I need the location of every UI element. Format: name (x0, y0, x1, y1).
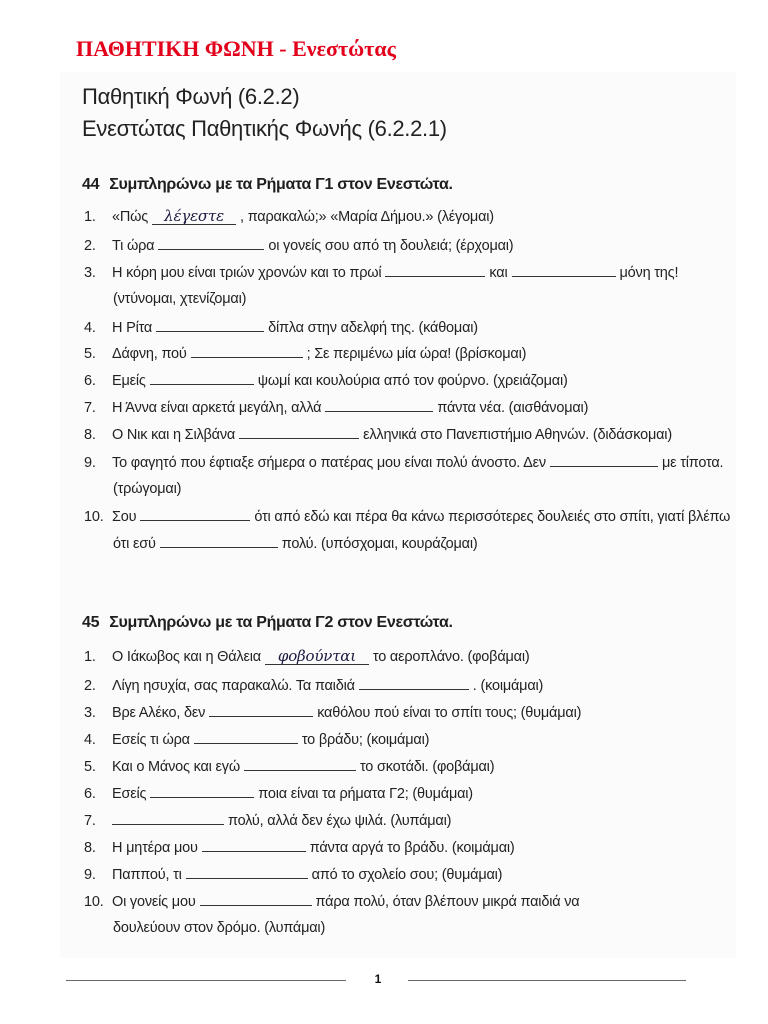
item-number: 6. (84, 786, 96, 802)
answer-blank[interactable] (186, 865, 308, 879)
exercise-44-item-10 (84, 507, 730, 526)
item-text: με τίποτα. (661, 455, 724, 471)
item-text: μόνη της! (619, 265, 679, 281)
exercise-44-item-1 (84, 208, 494, 226)
item-text: ψωμί και κουλούρια από τον φούρνο. (χρειάζομαι) (257, 373, 568, 389)
item-text: πολύ, αλλά δεν έχω ψιλά. (λυπάμαι) (228, 813, 452, 829)
item-number: 5. (84, 759, 96, 775)
answer-blank[interactable] (512, 263, 616, 277)
filled-answer[interactable]: φοβούνται (265, 649, 369, 665)
answer-blank[interactable] (200, 892, 312, 906)
answer-blank[interactable] (150, 371, 254, 385)
exercise-44-item-10-continued (113, 534, 478, 553)
item-number: 8. (84, 840, 96, 856)
exercise-45-item-2 (84, 676, 543, 695)
exercise-instruction: Συμπληρώνω με τα Ρήματα Γ1 στον Ενεστώτα. (109, 176, 453, 193)
exercise-45-item-8 (84, 838, 515, 857)
item-text: οι γονείς σου από τη δουλειά; (έρχομαι) (268, 238, 514, 254)
item-text: ποια είναι τα ρήματα Γ2; (θυμάμαι) (258, 786, 473, 802)
footer-divider-left (66, 980, 346, 981)
item-text: ; Σε περιμένω μία ώρα! (βρίσκομαι) (306, 346, 527, 362)
item-text: ελληνικά στο Πανεπιστήμιο Αθηνών. (διδάσκομαι) (363, 427, 672, 443)
answer-blank[interactable] (156, 318, 264, 332)
item-text: πάρα πολύ, όταν βλέπουν μικρά παιδιά να (315, 894, 580, 910)
answer-blank[interactable] (158, 236, 264, 250)
exercise-44-item-8 (84, 425, 672, 444)
item-text: Η Άννα είναι αρκετά μεγάλη, αλλά (112, 400, 322, 416)
item-number: 6. (84, 373, 96, 389)
item-text: Βρε Αλέκο, δεν (112, 705, 206, 721)
filled-answer[interactable]: λέγεστε (152, 209, 236, 225)
item-number: 7. (84, 400, 96, 416)
item-text: από το σχολείο σου; (θυμάμαι) (311, 867, 503, 883)
item-number: 10. (84, 509, 104, 525)
exercise-44-title (82, 176, 453, 194)
answer-blank[interactable] (550, 453, 658, 467)
item-text: Σου (112, 509, 137, 525)
document-title: ΠΑΘΗΤΙΚΗ ΦΩΝΗ - Ενεστώτας (76, 36, 396, 61)
answer-blank[interactable] (209, 703, 313, 717)
exercise-44-item-5 (84, 344, 526, 363)
item-text: , παρακαλώ;» «Μαρία Δήμου.» (λέγομαι) (240, 209, 494, 225)
exercise-number: 45 (82, 614, 100, 631)
item-number: 9. (84, 867, 96, 883)
exercise-45-item-10-continued: δουλεύουν στον δρόμο. (λυπάμαι) (113, 920, 326, 936)
exercise-44-item-9-continued: (τρώγομαι) (113, 481, 182, 497)
item-text: Οι γονείς μου (112, 894, 196, 910)
exercise-45-item-5 (84, 757, 494, 776)
answer-blank[interactable] (239, 425, 359, 439)
exercise-44-item-9 (84, 453, 723, 472)
answer-blank[interactable] (244, 757, 356, 771)
item-number: 2. (84, 238, 96, 254)
answer-blank[interactable] (385, 263, 485, 277)
item-text: καθόλου πού είναι το σπίτι τους; (θυμάμαι) (317, 705, 582, 721)
item-text: Το φαγητό που έφτιαξε σήμερα ο πατέρας μου είναι πολύ άνοστο. Δεν (112, 455, 546, 471)
item-text: Η Ρίτα (112, 320, 153, 336)
item-text: «Πώς (112, 209, 149, 225)
item-number: 10. (84, 894, 104, 910)
item-number: 2. (84, 678, 96, 694)
item-number: 8. (84, 427, 96, 443)
item-text: ότι από εδώ και πέρα θα κάνω περισσότερες δουλειές στο σπίτι, γιατί βλέπω (254, 509, 731, 525)
answer-blank[interactable] (112, 811, 224, 825)
answer-blank[interactable] (359, 676, 469, 690)
exercise-45-item-4 (84, 730, 429, 749)
exercise-45-item-10 (84, 892, 579, 911)
answer-blank[interactable] (160, 534, 278, 548)
item-text: . (κοιμάμαι) (472, 678, 544, 694)
item-text: Εσείς τι ώρα (112, 732, 190, 748)
item-text: Εσείς (112, 786, 147, 802)
answer-blank[interactable] (194, 730, 298, 744)
exercise-44-item-2 (84, 236, 513, 255)
item-text: Λίγη ησυχία, σας παρακαλώ. Τα παιδιά (112, 678, 355, 694)
answer-blank[interactable] (150, 784, 254, 798)
item-text: Η κόρη μου είναι τριών χρονών και το πρωί (112, 265, 382, 281)
item-number: 9. (84, 455, 96, 471)
item-number: 7. (84, 813, 96, 829)
footer-divider-right (408, 980, 686, 981)
item-text: πολύ. (υπόσχομαι, κουράζομαι) (281, 536, 478, 552)
item-number: 1. (84, 209, 96, 225)
item-number: 1. (84, 649, 96, 665)
item-text: Η μητέρα μου (112, 840, 198, 856)
exercise-44-item-3-continued: (ντύνομαι, χτενίζομαι) (113, 291, 247, 307)
exercise-number: 44 (82, 176, 100, 193)
item-text: Ο Νικ και η Σιλβάνα (112, 427, 236, 443)
item-text: πάντα αργά το βράδυ. (κοιμάμαι) (309, 840, 515, 856)
answer-blank[interactable] (191, 344, 303, 358)
item-number: 3. (84, 265, 96, 281)
item-text: το βράδυ; (κοιμάμαι) (301, 732, 430, 748)
item-text: Παππού, τι (112, 867, 182, 883)
exercise-45-item-7 (84, 811, 451, 830)
answer-blank[interactable] (202, 838, 306, 852)
exercise-45-item-3 (84, 703, 581, 722)
item-text: δίπλα στην αδελφή της. (κάθομαι) (268, 320, 478, 336)
item-number: 5. (84, 346, 96, 362)
exercise-45-item-9 (84, 865, 502, 884)
exercise-44-item-4 (84, 318, 478, 337)
item-text: Και ο Μάνος και εγώ (112, 759, 240, 775)
section-heading-present-passive: Ενεστώτας Παθητικής Φωνής (6.2.2.1) (82, 116, 447, 141)
exercise-instruction: Συμπληρώνω με τα Ρήματα Γ2 στον Ενεστώτα. (109, 614, 453, 631)
section-heading-passive-voice: Παθητική Φωνή (6.2.2) (82, 84, 300, 109)
exercise-45-item-1 (84, 648, 530, 666)
exercise-45-title (82, 614, 453, 632)
exercise-45-item-6 (84, 784, 473, 803)
exercise-44-item-3 (84, 263, 678, 282)
item-text: το σκοτάδι. (φοβάμαι) (359, 759, 495, 775)
item-text: πάντα νέα. (αισθάνομαι) (437, 400, 589, 416)
item-number: 4. (84, 320, 96, 336)
exercise-44-item-6 (84, 371, 568, 390)
answer-blank[interactable] (325, 398, 433, 412)
item-text: και (489, 265, 508, 281)
item-text: Ο Ιάκωβος και η Θάλεια (112, 649, 261, 665)
exercise-44-item-7 (84, 398, 588, 417)
item-text: Εμείς (112, 373, 146, 389)
answer-blank[interactable] (140, 507, 250, 521)
item-number: 4. (84, 732, 96, 748)
page-number: 1 (374, 972, 382, 986)
item-text: Τι ώρα (112, 238, 155, 254)
item-text: το αεροπλάνο. (φοβάμαι) (372, 649, 530, 665)
item-number: 3. (84, 705, 96, 721)
item-text: Δάφνη, πού (112, 346, 187, 362)
item-text: ότι εσύ (113, 536, 156, 552)
